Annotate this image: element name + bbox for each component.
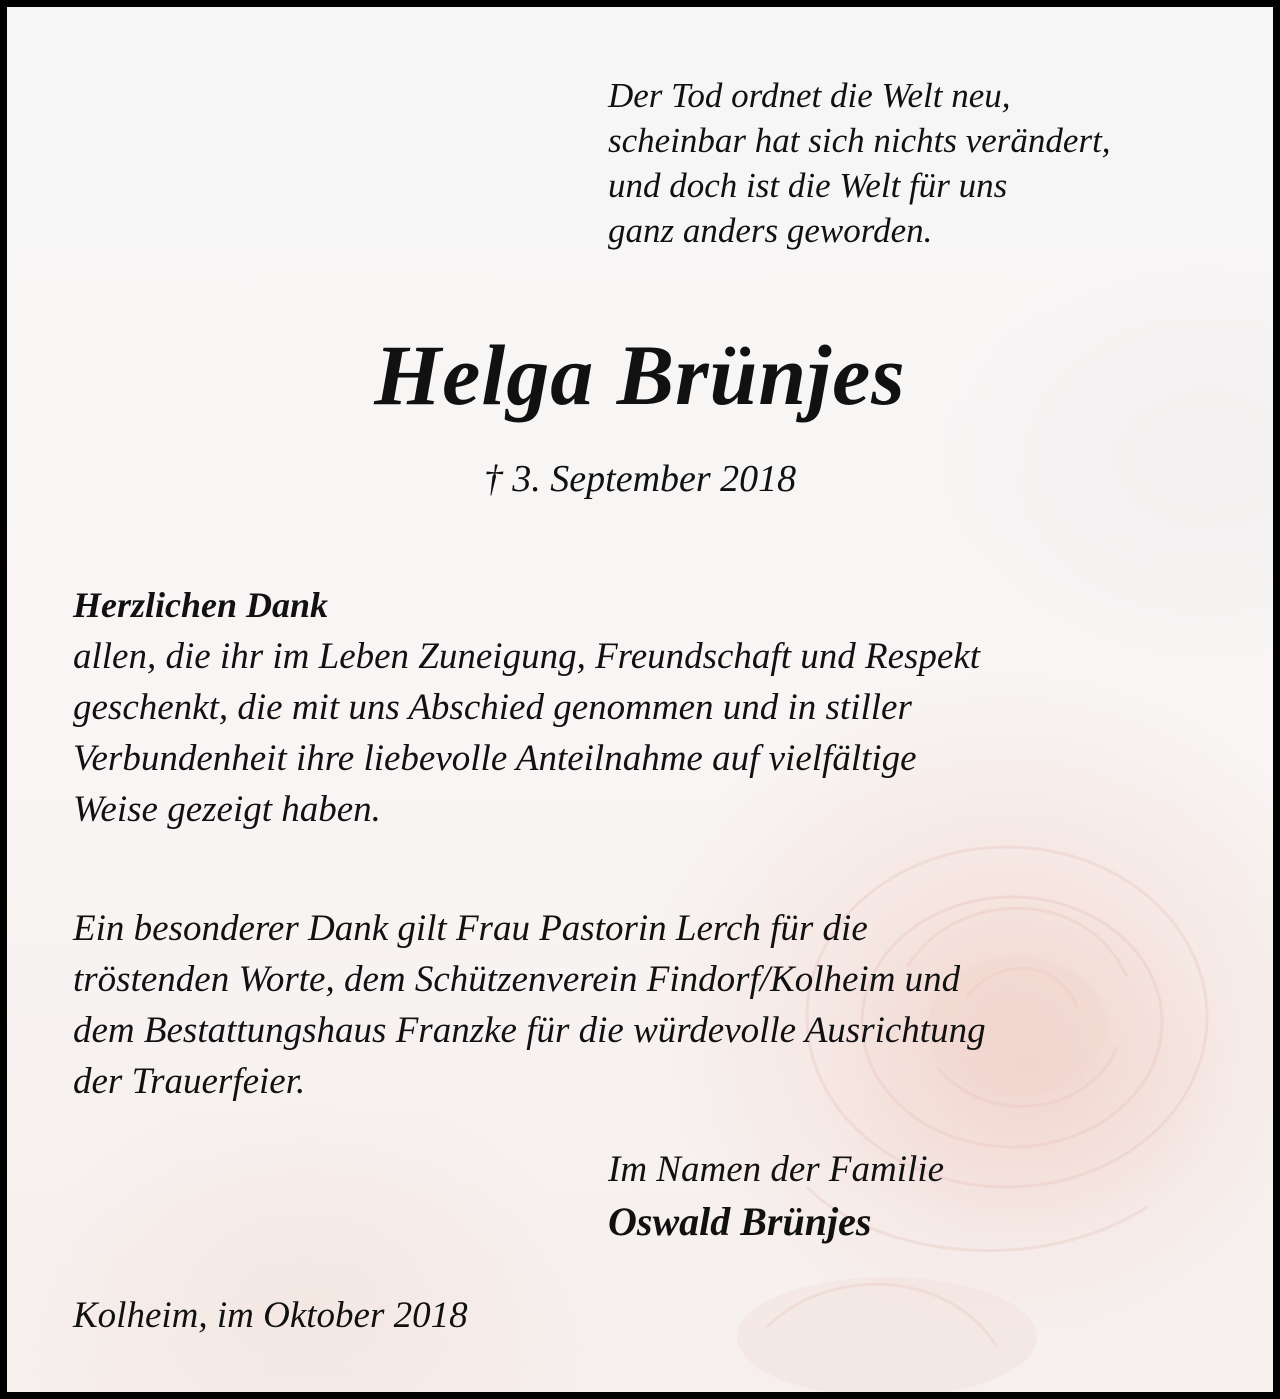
paragraph-line: Verbundenheit ihre liebevolle Anteilnahme auf vielfältige <box>73 738 917 779</box>
paragraph-line: dem Bestattungshaus Franzke für die würdevolle Ausrichtung <box>73 1010 986 1051</box>
motto-line: Der Tod ordnet die Welt neu, <box>608 76 1011 115</box>
thanks-paragraph-2 <box>73 903 986 1107</box>
paragraph-line: Ein besonderer Dank gilt Frau Pastorin Lerch für die <box>73 908 868 949</box>
signature-intro: Im Namen der Familie <box>608 1149 945 1190</box>
thanks-paragraph-1 <box>73 631 980 835</box>
paragraph-line: geschenkt, die mit uns Abschied genommen und in stiller <box>73 687 912 728</box>
motto-line: und doch ist die Welt für uns <box>608 166 1008 205</box>
paragraph-line: Weise gezeigt haben. <box>73 789 381 830</box>
paragraph-line: der Trauerfeier. <box>73 1061 306 1102</box>
thanks-heading: Herzlichen Dank <box>73 585 329 625</box>
paragraph-line: tröstenden Worte, dem Schützenverein Findorf/Kolheim und <box>73 959 961 1000</box>
death-date: † 3. September 2018 <box>483 458 797 500</box>
motto-verse <box>608 73 1111 253</box>
paragraph-line: allen, die ihr im Leben Zuneigung, Freundschaft und Respekt <box>73 636 981 677</box>
motto-line: ganz anders geworden. <box>608 211 933 250</box>
deceased-name: Helga Brünjes <box>374 327 906 423</box>
place-and-date: Kolheim, im Oktober 2018 <box>73 1295 468 1336</box>
motto-line: scheinbar hat sich nichts verändert, <box>608 121 1111 160</box>
signature-name: Oswald Brünjes <box>608 1199 872 1244</box>
